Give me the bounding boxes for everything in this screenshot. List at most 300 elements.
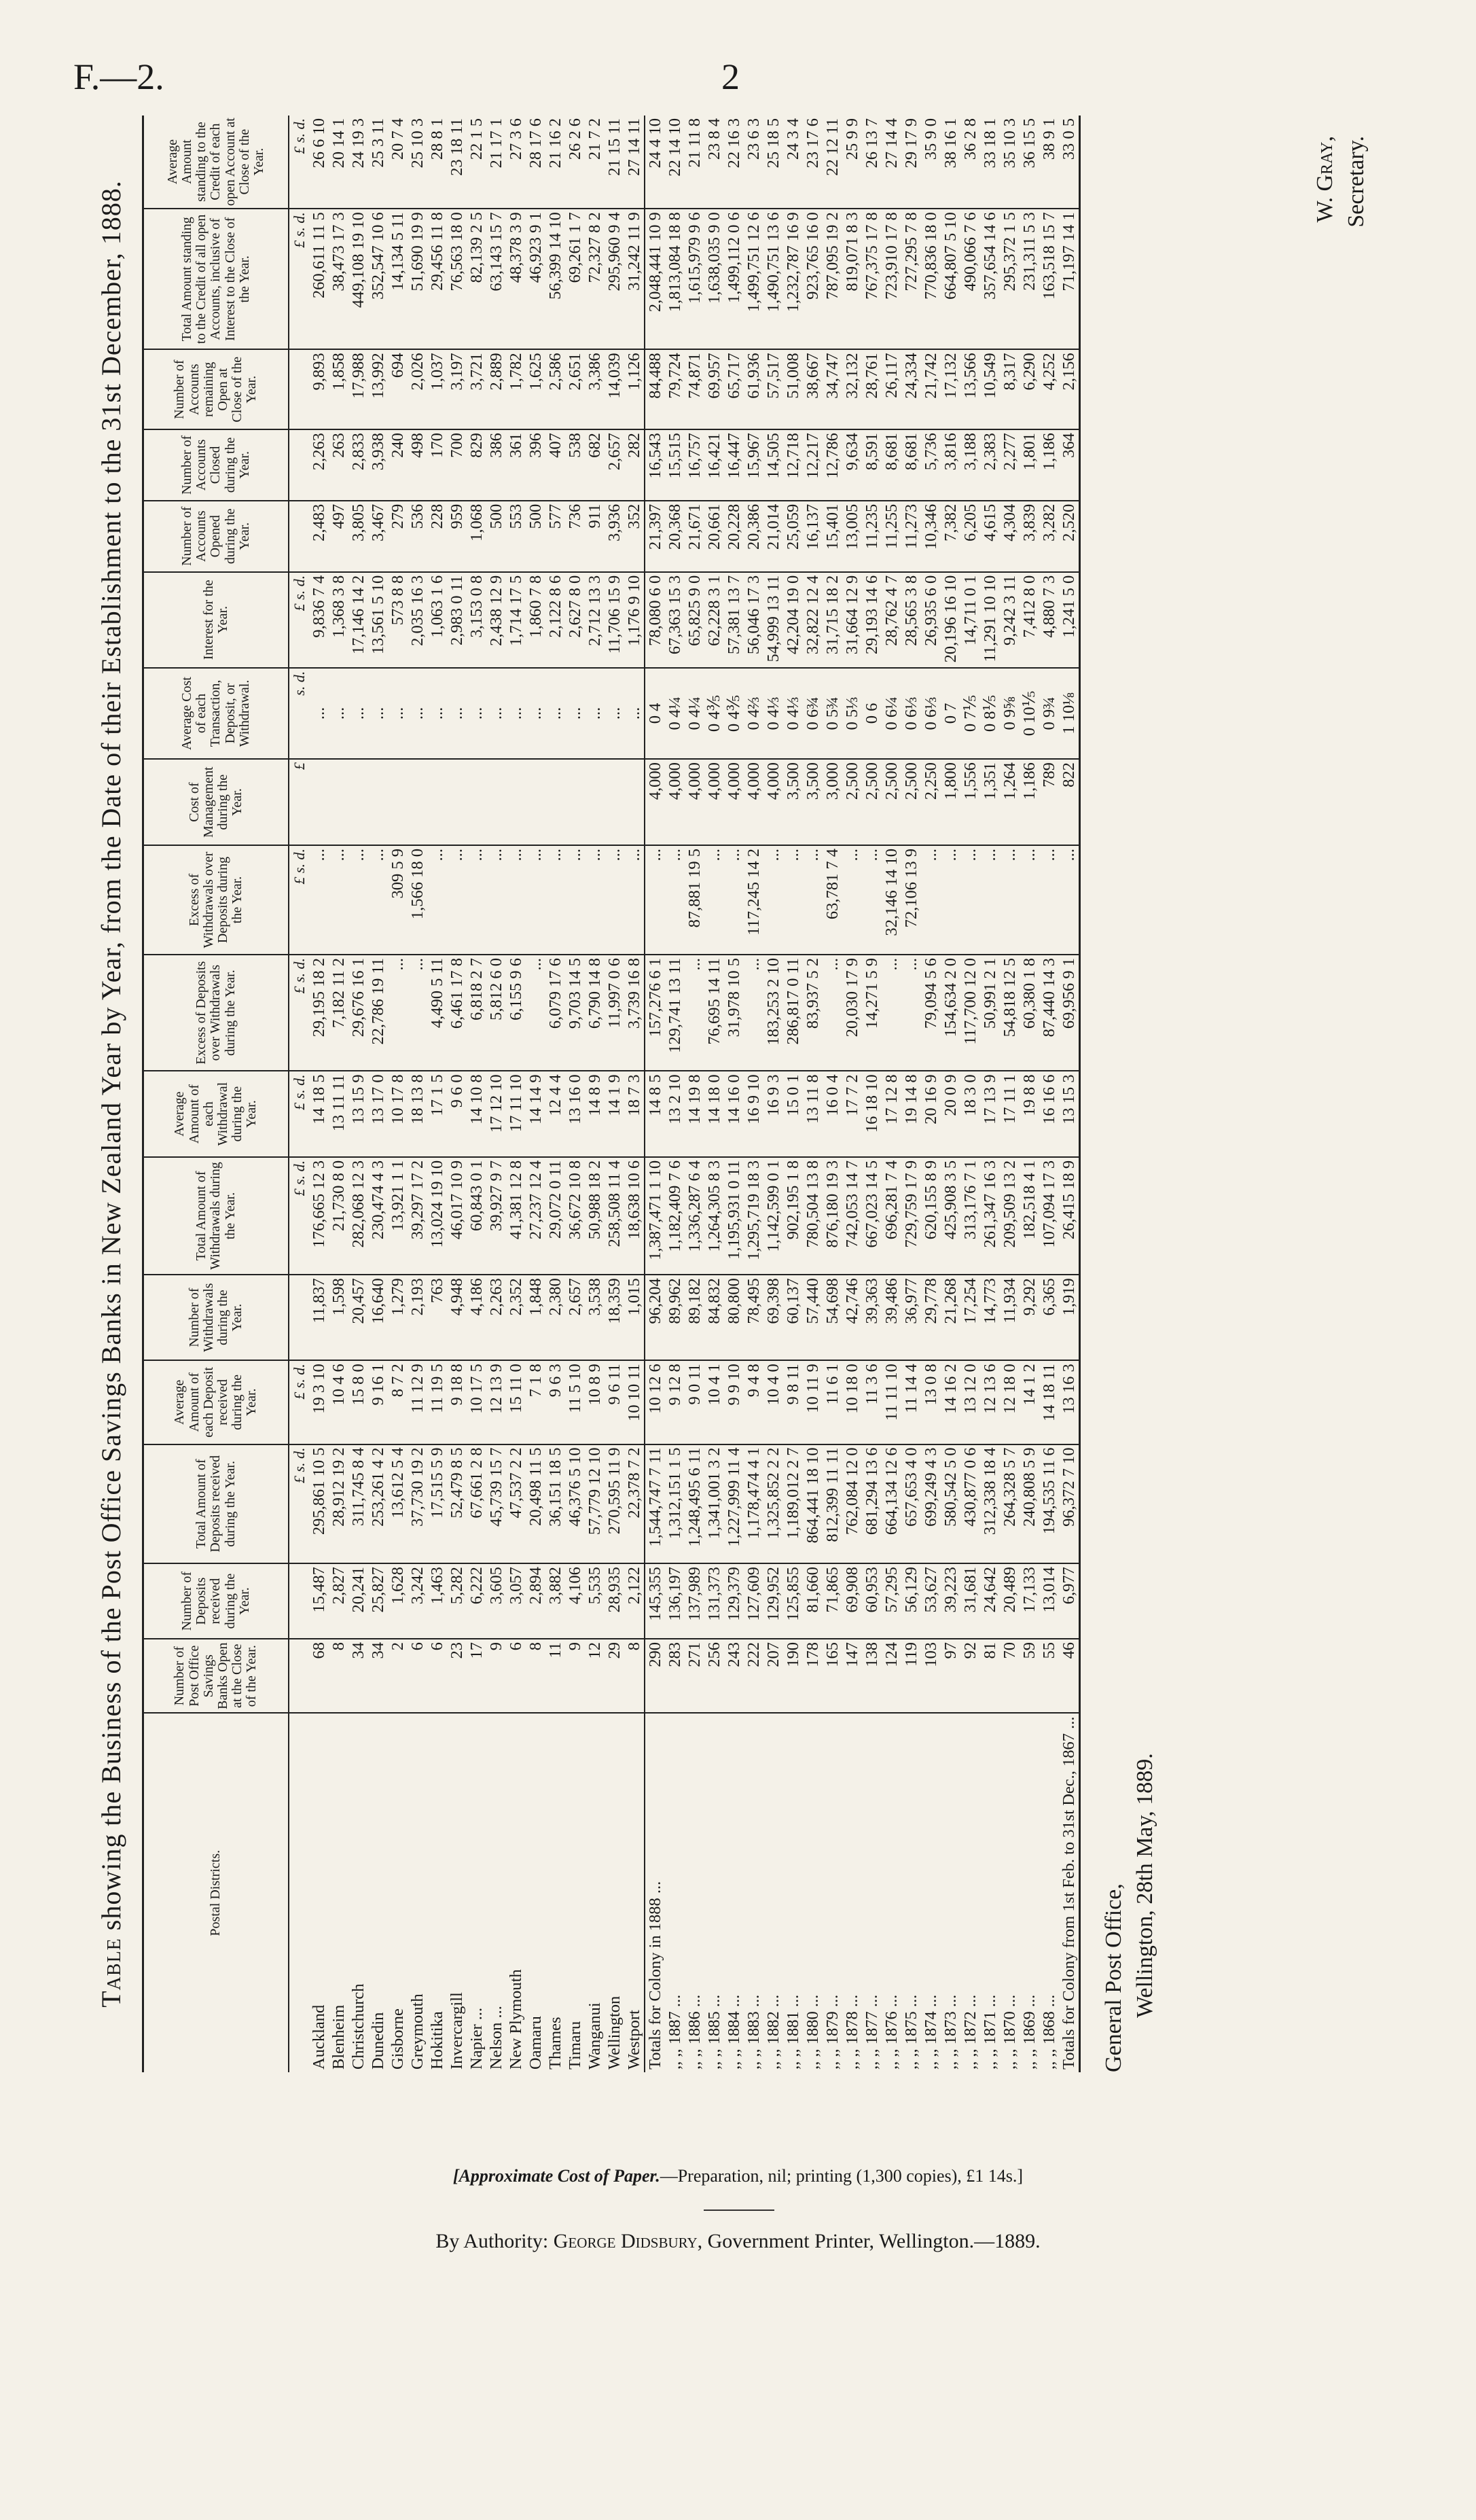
row-label: Totals for Colony from 1st Feb. to 31st Dec., 1867 ... (1059, 1713, 1080, 2072)
table-cell: 60,843 0 1 (467, 1157, 486, 1275)
table-cell: 29,676 16 1 (348, 955, 368, 1071)
table-cell: 8,591 (862, 429, 882, 501)
table-cell: 14 1 9 (605, 1071, 624, 1157)
table-cell: 60,953 (862, 1563, 882, 1639)
table-cell: 2,122 8 6 (545, 572, 565, 668)
table-cell: 573 8 8 (388, 572, 408, 668)
district-row (565, 116, 585, 2072)
table-cell: 4,252 (1039, 349, 1059, 429)
table-cell: 12,217 (803, 429, 823, 501)
table-cell: 14 18 5 (309, 1071, 329, 1157)
table-cell: ... (724, 845, 744, 955)
row-label: ,, ,, 1883 ... (744, 1994, 763, 2070)
district-row (467, 116, 486, 2072)
table-cell: 36 15 5 (1020, 116, 1039, 209)
table-cell: 17,132 (941, 349, 960, 429)
table-cell: 12,718 (783, 429, 803, 501)
table-cell: 20 7 4 (388, 116, 408, 209)
column-header-5: Number of Withdrawals during the Year. (143, 1275, 289, 1360)
table-cell: 29,456 11 8 (427, 209, 447, 349)
signature-block (1310, 136, 1372, 228)
table-cell: 32,822 12 4 (803, 572, 823, 668)
column-header-17: Average Amount standing to the Credit of each open Account at Close of the Year. (143, 116, 289, 209)
table-cell: ... (585, 668, 605, 759)
table-cell: 20,030 17 9 (842, 955, 862, 1071)
table-cell: 65,825 9 0 (685, 572, 704, 668)
table-cell: 449,108 19 10 (348, 209, 368, 349)
table-cell: 13,024 19 10 (427, 1157, 447, 1275)
table-cell: 8 7 2 (388, 1360, 408, 1444)
table-cell: 194,535 11 6 (1039, 1444, 1059, 1564)
table-cell: 52,479 8 5 (447, 1444, 467, 1564)
table-cell: ... (1020, 845, 1039, 955)
table-cell: 20,457 (348, 1275, 368, 1360)
table-cell: 22 1 5 (467, 116, 486, 209)
table-cell: 13 15 3 (1059, 1071, 1080, 1157)
table-cell: 430,877 0 6 (960, 1444, 980, 1564)
table-cell: 10 17 5 (467, 1360, 486, 1444)
table-cell: 6,977 (1059, 1563, 1080, 1639)
row-label: ,, ,, 1872 ... (961, 1994, 979, 2070)
table-cell (309, 759, 329, 845)
table-cell: 1,615,979 9 6 (685, 209, 704, 349)
table-cell: 209,509 13 2 (1000, 1157, 1020, 1275)
table-cell: 0 9¾ (1039, 668, 1059, 759)
row-label: Wanganui (586, 2002, 604, 2070)
table-cell: 76,563 18 0 (447, 209, 467, 349)
table-cell: 34 (348, 1639, 368, 1713)
table-cell: 14 14 9 (526, 1071, 545, 1157)
table-cell: 28 8 1 (427, 116, 447, 209)
table-cell: 9,292 (1020, 1275, 1039, 1360)
table-cell: 36,151 18 5 (545, 1444, 565, 1564)
table-cell (506, 759, 526, 845)
table-cell: 5,812 6 0 (486, 955, 506, 1071)
table-cell: ... (329, 668, 348, 759)
table-cell: 6,222 (467, 1563, 486, 1639)
table-cell: 762,084 12 0 (842, 1444, 862, 1564)
savings-bank-table (142, 116, 1081, 2072)
table-cell: 1,919 (1059, 1275, 1080, 1360)
table-cell: ... (585, 845, 605, 955)
table-cell: 538 (565, 429, 585, 501)
table-cell: ... (526, 668, 545, 759)
table-cell: 0 4¼ (685, 668, 704, 759)
table-cell: 500 (526, 501, 545, 572)
table-cell: 20,241 (348, 1563, 368, 1639)
table-cell: 39,927 9 7 (486, 1157, 506, 1275)
table-cell: 57,440 (803, 1275, 823, 1360)
table-cell: 124 (882, 1639, 901, 1713)
table-cell: ... (447, 668, 467, 759)
table-cell: 577 (545, 501, 565, 572)
row-label: Gisborne (389, 2008, 407, 2070)
row-label: ,, ,, 1886 ... (685, 1994, 704, 2070)
table-cell: 9 6 0 (447, 1071, 467, 1157)
table-cell: 78,080 6 0 (645, 572, 665, 668)
table-cell: £ s. d. (289, 1071, 309, 1157)
table-cell: 78,495 (744, 1275, 763, 1360)
page-number: 2 (721, 56, 740, 97)
table-cell: 35 10 3 (1000, 116, 1020, 209)
table-cell: 313,176 7 1 (960, 1157, 980, 1275)
table-cell: ... (447, 845, 467, 955)
table-cell (348, 759, 368, 845)
table-cell: 0 9⅝ (1000, 668, 1020, 759)
table-cell: 11 19 5 (427, 1360, 447, 1444)
table-cell: 295,372 1 5 (1000, 209, 1020, 349)
table-cell: 407 (545, 429, 565, 501)
table-cell: 13,014 (1039, 1563, 1059, 1639)
row-label: ,, ,, 1884 ... (725, 1994, 743, 2070)
authority-suffix: , Government Printer, Wellington.—1889. (697, 2230, 1041, 2252)
rotated-table-block (95, 116, 1372, 2072)
table-cell: 7 1 8 (526, 1360, 545, 1444)
table-cell: 2,586 (545, 349, 565, 429)
table-cell: 258,508 11 4 (605, 1157, 624, 1275)
table-cell: 9 (565, 1639, 585, 1713)
table-cell: 50,991 2 1 (980, 955, 1000, 1071)
table-cell: 9 8 11 (783, 1360, 803, 1444)
table-cell: 14 8 9 (585, 1071, 605, 1157)
column-header-16: Total Amount standing to the Credit of all open Accounts, inclusive of Interest to the Close of the Year. (143, 209, 289, 349)
table-cell (526, 759, 545, 845)
table-cell: 13,612 5 4 (388, 1444, 408, 1564)
table-cell: 1,068 (467, 501, 486, 572)
table-cell: 959 (447, 501, 467, 572)
table-cell: 2,048,441 10 9 (645, 209, 665, 349)
table-cell: ... (803, 845, 823, 955)
table-cell: 25 9 9 (842, 116, 862, 209)
colony-year-row (842, 116, 862, 2072)
column-header-1: Number of Post Office Savings Banks Open at the Close of the Year. (143, 1639, 289, 1713)
colony-year-row (803, 116, 823, 2072)
table-cell: 1,182,409 7 6 (665, 1157, 685, 1275)
table-cell: 45,739 15 7 (486, 1444, 506, 1564)
table-cell: 28,565 3 8 (901, 572, 921, 668)
table-cell: 14,773 (980, 1275, 1000, 1360)
table-cell (388, 759, 408, 845)
table-cell: ... (486, 845, 506, 955)
table-cell: 312,338 18 4 (980, 1444, 1000, 1564)
table-cell: 36,977 (901, 1275, 921, 1360)
table-cell: ... (624, 668, 645, 759)
table-cell: 1,142,599 0 1 (763, 1157, 783, 1275)
table-cell: 89,962 (665, 1275, 685, 1360)
table-cell: 6,365 (1039, 1275, 1059, 1360)
row-label: Invercargill (448, 1992, 466, 2070)
table-cell: 14 8 5 (645, 1071, 665, 1157)
colony-year-row (882, 116, 901, 2072)
table-cell: 71,197 14 1 (1059, 209, 1080, 349)
table-cell: 39,223 (941, 1563, 960, 1639)
table-cell: 819,071 8 3 (842, 209, 862, 349)
table-cell: 62,228 3 1 (704, 572, 724, 668)
table-cell: 1,227,999 11 4 (724, 1444, 744, 1564)
row-label: ,, ,, 1870 ... (1001, 1994, 1019, 2070)
table-cell: 1,387,471 1 10 (645, 1157, 665, 1275)
row-label: ,, ,, 1874 ... (922, 1994, 940, 2070)
table-cell: 31,681 (960, 1563, 980, 1639)
table-cell: 3,938 (368, 429, 388, 501)
table-cell: 20,228 (724, 501, 744, 572)
table-cell: 28,762 4 7 (882, 572, 901, 668)
table-title-prefix: Table (96, 1938, 126, 2008)
district-row (585, 116, 605, 2072)
table-cell: 129,952 (763, 1563, 783, 1639)
table-cell: 33 0 5 (1059, 116, 1080, 209)
table-cell: 76,695 14 11 (704, 955, 724, 1071)
table-cell: 42,746 (842, 1275, 862, 1360)
table-cell: 1,858 (329, 349, 348, 429)
table-cell: 82,139 2 5 (467, 209, 486, 349)
table-cell: ... (408, 955, 427, 1071)
row-label: ,, ,, 1875 ... (902, 1994, 920, 2070)
table-cell (467, 759, 486, 845)
table-cell: 11,255 (882, 501, 901, 572)
table-cell: 117,245 14 2 (744, 845, 763, 955)
table-cell (289, 1563, 309, 1639)
table-cell: 295,861 10 5 (309, 1444, 329, 1564)
table-cell: 1,638,035 9 0 (704, 209, 724, 349)
district-row (388, 116, 408, 2072)
table-cell: ... (348, 668, 368, 759)
table-cell: 117,700 12 0 (960, 955, 980, 1071)
table-cell: 6 (427, 1639, 447, 1713)
table-cell: 61,936 (744, 349, 763, 429)
table-cell: 26 2 6 (565, 116, 585, 209)
table-cell: 17,133 (1020, 1563, 1039, 1639)
table-cell: 2,383 (980, 429, 1000, 501)
table-cell (427, 759, 447, 845)
table-cell: 7,182 11 2 (329, 955, 348, 1071)
colony-year-row (980, 116, 1000, 2072)
table-cell: 2,651 (565, 349, 585, 429)
table-cell: 0 6 (862, 668, 882, 759)
table-cell: 20,498 11 5 (526, 1444, 545, 1564)
table-cell: 9 6 3 (545, 1360, 565, 1444)
table-cell: 5,282 (447, 1563, 467, 1639)
colony-year-row (921, 116, 941, 2072)
table-cell: 0 6⅓ (901, 668, 921, 759)
column-header-7: Average Amount of each Withdrawal during the Year. (143, 1071, 289, 1157)
table-cell: 60,380 1 8 (1020, 955, 1039, 1071)
column-header-15: Number of Accounts remaining Open at Close of the Year. (143, 349, 289, 429)
table-cell: 14,711 0 1 (960, 572, 980, 668)
table-cell: 103 (921, 1639, 941, 1713)
table-cell: £ s. d. (289, 845, 309, 955)
table-cell: 29,778 (921, 1275, 941, 1360)
table-cell: 240,808 5 9 (1020, 1444, 1039, 1564)
table-cell: 770,836 18 0 (921, 209, 941, 349)
table-cell: 37,730 19 2 (408, 1444, 427, 1564)
table-cell: 21 11 8 (685, 116, 704, 209)
table-cell: 3,605 (486, 1563, 506, 1639)
table-cell: 12 4 4 (545, 1071, 565, 1157)
table-cell: 23 18 11 (447, 116, 467, 209)
table-cell: 261,347 16 3 (980, 1157, 1000, 1275)
table-cell: 876,180 19 3 (823, 1157, 842, 1275)
colony-year-row (823, 116, 842, 2072)
table-cell: 17,515 5 9 (427, 1444, 447, 1564)
table-cell: 145,355 (645, 1563, 665, 1639)
table-cell: 81,660 (803, 1563, 823, 1639)
table-cell: 27 14 11 (624, 116, 645, 209)
table-cell: 15 11 0 (506, 1360, 526, 1444)
table-cell: 13 17 0 (368, 1071, 388, 1157)
table-cell: 11 5 10 (565, 1360, 585, 1444)
table-cell: 7,382 (941, 501, 960, 572)
table-cell: 147 (842, 1639, 862, 1713)
table-cell: 17 13 9 (980, 1071, 1000, 1157)
table-cell: 20 14 1 (329, 116, 348, 209)
table-cell: 165 (823, 1639, 842, 1713)
table-cell: 48,378 3 9 (506, 209, 526, 349)
table-cell: 1,195,931 0 11 (724, 1157, 744, 1275)
table-cell: 0 4¼ (665, 668, 685, 759)
table-cell: 361 (506, 429, 526, 501)
table-cell: 2,277 (1000, 429, 1020, 501)
table-cell: 1,037 (427, 349, 447, 429)
table-cell: 2,894 (526, 1563, 545, 1639)
table-cell: 4,000 (744, 759, 763, 845)
table-cell: 119 (901, 1639, 921, 1713)
table-cell: 1,189,012 2 7 (783, 1444, 803, 1564)
table-cell: 1,279 (388, 1275, 408, 1360)
table-cell: 14 19 8 (685, 1071, 704, 1157)
table-cell: ... (467, 668, 486, 759)
column-header-3: Total Amount of Deposits received during the Year. (143, 1444, 289, 1564)
table-cell: 12,786 (823, 429, 842, 501)
table-cell: 0 7 (941, 668, 960, 759)
table-cell: ... (823, 955, 842, 1071)
table-cell: 14 18 11 (1039, 1360, 1059, 1444)
colony-year-row (901, 116, 921, 2072)
table-cell: 107,094 17 3 (1039, 1157, 1059, 1275)
table-cell: 29 (605, 1639, 624, 1713)
table-cell: 17,254 (960, 1275, 980, 1360)
table-cell: 1,232,787 16 9 (783, 209, 803, 349)
table-cell: 1,813,084 18 8 (665, 209, 685, 349)
table-cell: ... (506, 845, 526, 955)
colony-year-row (1000, 116, 1020, 2072)
table-cell: 13 2 10 (665, 1071, 685, 1157)
table-cell: 789 (1039, 759, 1059, 845)
row-label: Greymouth (408, 1993, 427, 2070)
table-cell: 10 11 9 (803, 1360, 823, 1444)
table-cell: 36,672 10 8 (565, 1157, 585, 1275)
table-cell: 15 0 1 (783, 1071, 803, 1157)
header-row (143, 116, 289, 2072)
table-cell: 2,712 13 3 (585, 572, 605, 668)
table-cell: 25,827 (368, 1563, 388, 1639)
table-cell: 70 (1000, 1639, 1020, 1713)
table-cell: 25 18 5 (763, 116, 783, 209)
table-cell: 14 16 2 (941, 1360, 960, 1444)
table-cell: ... (368, 845, 388, 955)
table-cell: 27,237 12 4 (526, 1157, 545, 1275)
table-cell: £ (289, 759, 309, 845)
table-cell: 178 (803, 1639, 823, 1713)
table-cell: 13 0 8 (921, 1360, 941, 1444)
table-cell: 822 (1059, 759, 1080, 845)
table-cell: 67,661 2 8 (467, 1444, 486, 1564)
table-cell: £ s. d. (289, 1157, 309, 1275)
table-cell: 1,848 (526, 1275, 545, 1360)
row-label: ,, ,, 1885 ... (705, 1994, 723, 2070)
table-cell (289, 501, 309, 572)
table-cell: 57,517 (763, 349, 783, 429)
table-cell: 6,790 14 8 (585, 955, 605, 1071)
table-cell: 2,438 12 9 (486, 572, 506, 668)
table-cell: 911 (585, 501, 605, 572)
table-cell: 29,193 14 6 (862, 572, 882, 668)
table-cell: 2,889 (486, 349, 506, 429)
row-label: ,, ,, 1882 ... (764, 1994, 782, 2070)
table-cell: 5,535 (585, 1563, 605, 1639)
table-cell: 2,250 (921, 759, 941, 845)
table-cell: 56,399 14 10 (545, 209, 565, 349)
row-label: ,, ,, 1868 ... (1040, 1994, 1058, 2070)
table-cell: 1,566 18 0 (408, 845, 427, 955)
table-cell: 138 (862, 1639, 882, 1713)
page-reference: F.—2. (73, 56, 164, 97)
table-cell: 72,327 8 2 (585, 209, 605, 349)
table-cell: 10 18 0 (842, 1360, 862, 1444)
table-cell: 364 (1059, 429, 1080, 501)
table-cell: 8,681 (901, 429, 921, 501)
table-cell: 127,609 (744, 1563, 763, 1639)
table-cell: 14 10 8 (467, 1071, 486, 1157)
row-label: ,, ,, 1869 ... (1020, 1994, 1039, 2070)
table-cell: 231,311 5 3 (1020, 209, 1039, 349)
table-cell: 4,490 5 11 (427, 955, 447, 1071)
table-cell: 13 16 0 (565, 1071, 585, 1157)
table-cell: 736 (565, 501, 585, 572)
row-label: Blenheim (329, 2004, 348, 2070)
table-cell: ... (427, 845, 447, 955)
district-row (309, 116, 329, 2072)
table-cell: 11 6 1 (823, 1360, 842, 1444)
table-cell: 29,195 18 2 (309, 955, 329, 1071)
table-cell: 228 (427, 501, 447, 572)
table-cell: 723,910 17 8 (882, 209, 901, 349)
table-cell: 1,628 (388, 1563, 408, 1639)
table-cell: 1,598 (329, 1275, 348, 1360)
table-cell: 1,714 17 5 (506, 572, 526, 668)
table-cell: 38 9 1 (1039, 116, 1059, 209)
table-cell: 7,412 8 0 (1020, 572, 1039, 668)
column-header-12: Interest for the Year. (143, 572, 289, 668)
table-cell: 79,724 (665, 349, 685, 429)
table-cell: 498 (408, 429, 427, 501)
table-cell: 10,549 (980, 349, 1000, 429)
table-cell: ... (388, 955, 408, 1071)
table-cell: ... (645, 845, 665, 955)
district-row (408, 116, 427, 2072)
table-cell: 69,908 (842, 1563, 862, 1639)
table-cell: £ s. d. (289, 955, 309, 1071)
colony-year-row (685, 116, 704, 2072)
table-cell: 68 (309, 1639, 329, 1713)
table-cell: 11 12 9 (408, 1360, 427, 1444)
table-cell: 14,134 5 11 (388, 209, 408, 349)
row-label: ,, ,, 1876 ... (882, 1994, 901, 2070)
table-cell: ... (545, 668, 565, 759)
table-cell: 34,747 (823, 349, 842, 429)
table-cell: 14 16 0 (724, 1071, 744, 1157)
table-cell: 2,657 (605, 429, 624, 501)
